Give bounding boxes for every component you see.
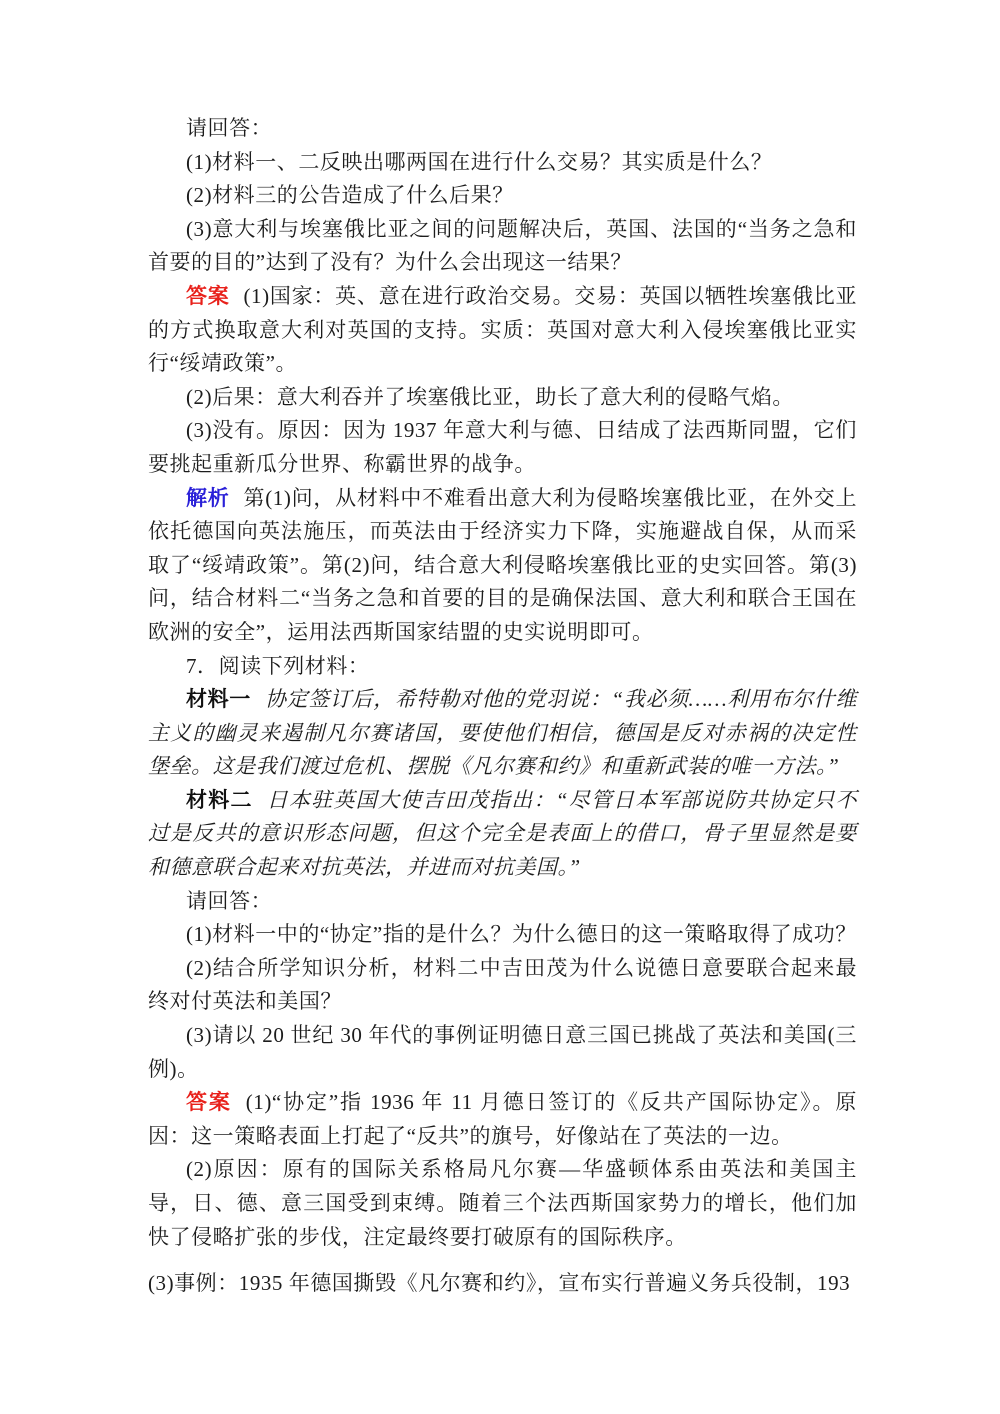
analysis-label: 解析 xyxy=(186,485,230,510)
paragraph-question-2 xyxy=(148,179,857,213)
paragraph-answer-2 xyxy=(148,381,857,415)
material-text: 协定签订后，希特勒对他的党羽说：“我必须……利用布尔什维主义的幽灵来遏制凡尔赛诸国，要使他们相信，德国是反对赤祸的决定性堡垒。这是我们渡过危机、摆脱《凡尔赛和约》和重新武装的唯一方法。” xyxy=(148,687,857,779)
paragraph-material-two xyxy=(148,784,857,885)
paragraph-text: (2)结合所学知识分析，材料二中吉田茂为什么说德日意要联合起来最终对付英法和美国？ xyxy=(148,955,857,1014)
paragraph-text: (2)后果：意大利吞并了埃塞俄比亚，助长了意大利的侵略气焰。 xyxy=(186,384,794,409)
paragraph-answer-q6 xyxy=(148,280,857,381)
paragraph-text: 请回答： xyxy=(186,116,273,140)
paragraph-answer-q7-2 xyxy=(148,1153,857,1254)
paragraph-text: (1)材料一中的“协定”指的是什么？为什么德日的这一策略取得了成功？ xyxy=(186,922,857,947)
paragraph-text: (3)事例：1935 年德国撕毁《凡尔赛和约》，宣布实行普遍义务兵役制，193 xyxy=(148,1271,851,1296)
paragraph-answer-q7 xyxy=(148,1086,857,1153)
material-one-label: 材料一 xyxy=(186,687,251,712)
paragraph-text: (2)材料三的公告造成了什么后果？ xyxy=(186,183,514,208)
text-content xyxy=(148,112,857,1301)
paragraph-question-1 xyxy=(148,146,857,180)
material-two-label: 材料二 xyxy=(186,787,253,812)
paragraph-material-one xyxy=(148,683,857,784)
paragraph-text: 请回答： xyxy=(186,888,273,913)
paragraph-text: (2)原因：原有的国际关系格局凡尔赛—华盛顿体系由英法和美国主导，日、德、意三国受到束缚。随着三个法西斯国家势力的增长，他们加快了侵略扩张的步伐，注定最终要打破原有的国际秩序。 xyxy=(148,1157,857,1249)
paragraph-question-3 xyxy=(148,213,857,280)
paragraph-text: (3)请以 20 世纪 30 年代的事例证明德日意三国已挑战了英法和美国(三例)。 xyxy=(148,1023,857,1081)
paragraph-please-answer xyxy=(148,112,857,146)
answer-label: 答案 xyxy=(186,1090,232,1115)
paragraph-please-answer-2 xyxy=(148,885,857,919)
paragraph-answer-3 xyxy=(148,414,857,481)
paragraph-text: (3)意大利与埃塞俄比亚之间的问题解决后，英国、法国的“当务之急和首要的目的”达到了没有？为什么会出现这一结果？ xyxy=(148,216,857,275)
paragraph-text: (1)材料一、二反映出哪两国在进行什么交易？其实质是什么？ xyxy=(186,149,773,174)
paragraph-text: 7．阅读下列材料： xyxy=(186,653,370,678)
paragraph-q7-question-2 xyxy=(148,952,857,1019)
paragraph-q7-question-1 xyxy=(148,918,857,952)
paragraph-answer-q7-3-continuation xyxy=(148,1267,857,1301)
paragraph-text: 第(1)问，从材料中不难看出意大利为侵略埃塞俄比亚，在外交上依托德国向英法施压，而英法由于经济实力下降，实施避战自保，从而采取了“绥靖政策”。第(2)问，结合意大利侵略埃塞俄比亚的史实回答。第(3)问，结合材料二“当务之急和首要的目的是确保法国、意大利和联合王国在欧洲的安全”，运用法西斯国家结盟的史实说明即可。 xyxy=(148,485,857,644)
answer-label: 答案 xyxy=(186,283,230,308)
paragraph-text: (3)没有。原因：因为 1937 年意大利与德、日结成了法西斯同盟，它们要挑起重新瓜分世界、称霸世界的战争。 xyxy=(148,418,857,476)
material-text: 日本驻英国大使吉田茂指出：“尽管日本军部说防共协定只不过是反共的意识形态问题，但这个完全是表面上的借口，骨子里显然是要和德意联合起来对抗英法，并进而对抗美国。” xyxy=(148,787,857,880)
paragraph-text: (1)“协定”指 1936 年 11 月德日签订的《反共产国际协定》。原因：这一策略表面上打起了“反共”的旗号，好像站在了英法的一边。 xyxy=(148,1090,857,1148)
paragraph-question-7-title xyxy=(148,650,857,684)
paragraph-text: (1)国家：英、意在进行政治交易。交易：英国以牺牲埃塞俄比亚的方式换取意大利对英国的支持。实质：英国对意大利入侵埃塞俄比亚实行“绥靖政策”。 xyxy=(148,283,857,376)
paragraph-q7-question-3 xyxy=(148,1019,857,1086)
paragraph-analysis xyxy=(148,482,857,650)
